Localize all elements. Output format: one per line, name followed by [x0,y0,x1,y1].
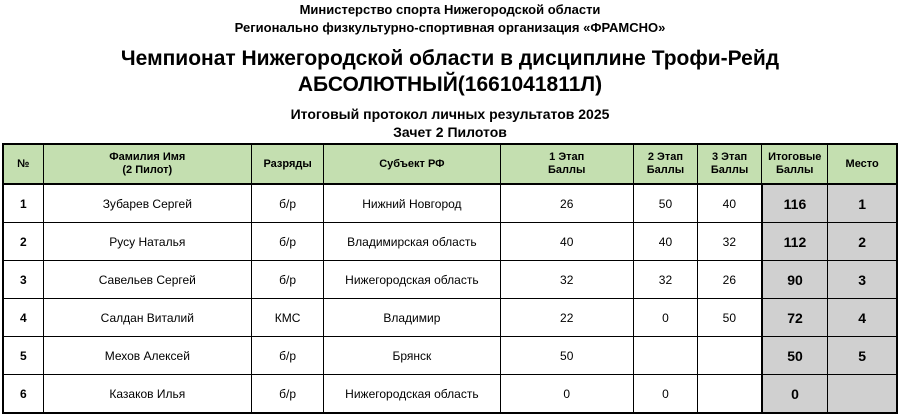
cell-rank: КМС [252,299,324,337]
cell-stage2: 0 [633,299,697,337]
cell-place: 1 [828,184,897,223]
cell-num: 2 [3,223,43,261]
col-stage1: 1 Этап Баллы [500,144,633,184]
cell-region: Нижегородская область [324,375,500,414]
cell-total: 116 [762,184,828,223]
table-row [3,299,897,337]
cell-place: 5 [828,337,897,375]
cell-stage1: 40 [500,223,633,261]
table-row [3,375,897,414]
cell-stage2: 50 [633,184,697,223]
cell-stage3: 26 [698,261,762,299]
col-place: Место [828,144,897,184]
col-region: Субъект РФ [324,144,500,184]
cell-stage1: 0 [500,375,633,414]
category-title: Зачет 2 Пилотов [393,124,507,140]
cell-rank: б/р [252,375,324,414]
cell-num: 1 [3,184,43,223]
cell-num: 6 [3,375,43,414]
cell-stage1: 50 [500,337,633,375]
cell-stage2: 0 [633,375,697,414]
cell-region: Владимирская область [324,223,500,261]
ministry-title: Министерство спорта Нижегородской области [299,2,601,17]
table-row [3,337,897,375]
cell-rank: б/р [252,184,324,223]
cell-stage3: 40 [698,184,762,223]
cell-stage3: 32 [698,223,762,261]
cell-stage1: 26 [500,184,633,223]
cell-stage1: 22 [500,299,633,337]
cell-name: Салдан Виталий [43,299,251,337]
cell-total: 112 [762,223,828,261]
cell-total: 72 [762,299,828,337]
cell-stage3: 50 [698,299,762,337]
cell-stage3 [698,375,762,414]
cell-name: Казаков Илья [43,375,251,414]
cell-stage2: 40 [633,223,697,261]
cell-total: 0 [762,375,828,414]
cell-place [828,375,897,414]
cell-region: Нижегородская область [324,261,500,299]
protocol-title: Итоговый протокол личных результатов 2025 [290,106,610,122]
cell-name: Русу Наталья [43,223,251,261]
cell-place: 3 [828,261,897,299]
discipline-title: АБСОЛЮТНЫЙ(1661041811Л) [297,73,603,96]
col-stage3: 3 Этап Баллы [698,144,762,184]
cell-stage1: 32 [500,261,633,299]
col-stage2: 2 Этап Баллы [633,144,697,184]
cell-num: 5 [3,337,43,375]
cell-name: Зубарев Сергей [43,184,251,223]
cell-num: 4 [3,299,43,337]
cell-region: Владимир [324,299,500,337]
cell-rank: б/р [252,261,324,299]
table-row [3,223,897,261]
cell-num: 3 [3,261,43,299]
table-row [3,261,897,299]
table-header-row [3,144,897,184]
results-table [2,143,898,414]
cell-stage2: 32 [633,261,697,299]
cell-place: 2 [828,223,897,261]
col-num: № [3,144,43,184]
col-total: Итоговые Баллы [762,144,828,184]
cell-stage2 [633,337,697,375]
cell-name: Савельев Сергей [43,261,251,299]
col-name: Фамилия Имя (2 Пилот) [43,144,251,184]
cell-total: 90 [762,261,828,299]
cell-rank: б/р [252,223,324,261]
cell-total: 50 [762,337,828,375]
cell-region: Брянск [324,337,500,375]
col-rank: Разряды [252,144,324,184]
championship-title: Чемпионат Нижегородской области в дисциплине Трофи-Рейд [120,47,780,70]
cell-place: 4 [828,299,897,337]
cell-region: Нижний Новгород [324,184,500,223]
cell-stage3 [698,337,762,375]
cell-rank: б/р [252,337,324,375]
organization-title: Регионально физкультурно-спортивная организация «ФРАМСНО» [234,20,666,35]
table-row [3,184,897,223]
cell-name: Мехов Алексей [43,337,251,375]
